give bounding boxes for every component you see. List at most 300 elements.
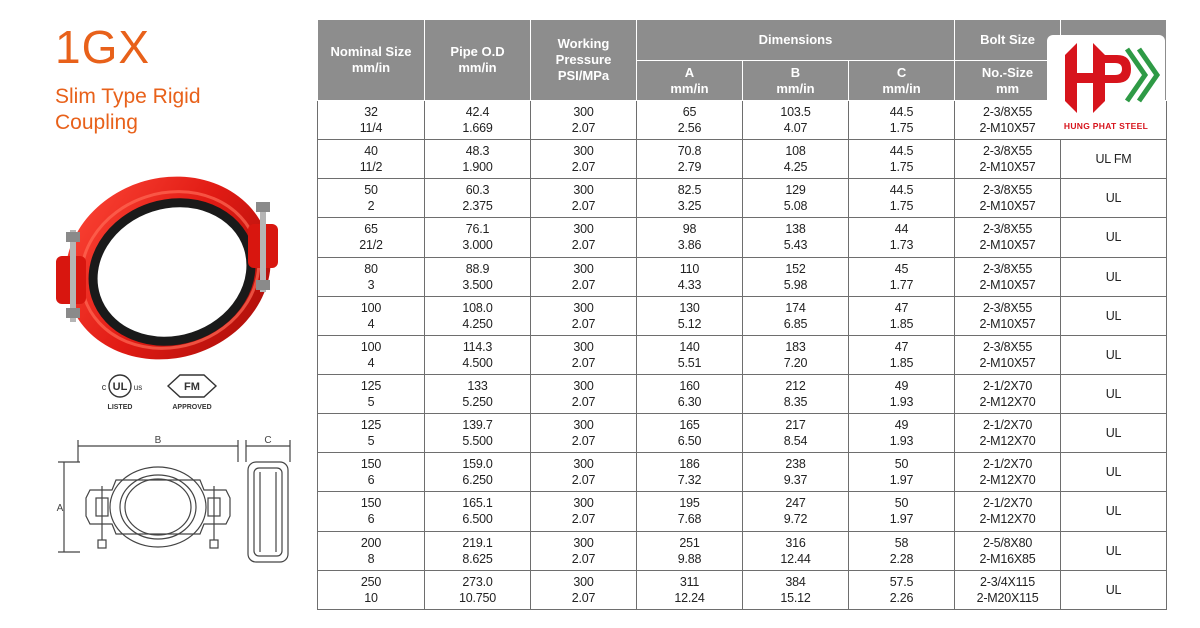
cell-bolt (955, 218, 1061, 257)
cell-size-primary: 150 (360, 496, 382, 511)
cell-dim-a (637, 257, 743, 296)
cell-certification: UL FM (1061, 140, 1167, 179)
cell-od-primary: 48.3 (465, 144, 490, 159)
cell-size (318, 492, 425, 531)
cell-size-secondary: 11/2 (359, 160, 383, 175)
cell-bolt-secondary: 2-M12X70 (979, 512, 1036, 527)
cell-bolt-primary: 2-1/2X70 (982, 496, 1033, 511)
cell-dim-b (743, 374, 849, 413)
cell-size-secondary: 3 (367, 277, 375, 292)
cell-pressure-secondary: 2.07 (571, 238, 596, 253)
cell-dim-b-primary: 316 (785, 535, 806, 550)
cell-dim-a-secondary: 12.24 (674, 590, 705, 605)
cell-certification: UL (1061, 218, 1167, 257)
cell-pressure-secondary: 2.07 (571, 473, 596, 488)
drawing-label-a: A (56, 503, 64, 514)
cell-size-primary: 32 (364, 105, 378, 120)
cell-size-secondary: 2 (367, 199, 375, 214)
cell-od-secondary: 4.250 (462, 316, 493, 331)
cell-od-primary: 159.0 (462, 457, 493, 472)
cell-dim-a-primary: 195 (679, 496, 700, 511)
header-bolt-size: Bolt Size (955, 20, 1061, 61)
header-dimensions: Dimensions (637, 20, 955, 61)
cell-size-primary: 50 (364, 183, 378, 198)
cell-size-primary: 80 (364, 261, 378, 276)
cell-dim-a-secondary: 2.56 (677, 121, 702, 136)
cell-dim-c-secondary: 1.77 (889, 277, 914, 292)
cell-size-primary: 125 (360, 418, 382, 433)
cell-dim-a-primary: 98 (682, 222, 697, 237)
cell-dim-a (637, 101, 743, 140)
cell-dim-b-secondary: 5.43 (783, 238, 808, 253)
cell-dim-a-secondary: 4.33 (677, 277, 702, 292)
cell-dim-a (637, 335, 743, 374)
cell-od-primary: 133 (467, 379, 488, 394)
cell-size-secondary: 4 (367, 316, 375, 331)
table-row (318, 218, 1167, 257)
cell-bolt-primary: 2-3/8X55 (982, 339, 1033, 354)
cell-dim-b (743, 296, 849, 335)
cell-bolt-primary: 2-1/2X70 (982, 418, 1033, 433)
cell-od-primary: 165.1 (462, 496, 493, 511)
cell-dim-c (849, 453, 955, 492)
cell-od (425, 218, 531, 257)
cell-pressure-primary: 300 (573, 105, 594, 120)
cell-size (318, 374, 425, 413)
table-row (318, 179, 1167, 218)
cell-dim-c (849, 101, 955, 140)
cell-od (425, 570, 531, 609)
cell-od (425, 414, 531, 453)
cell-od-secondary: 6.500 (462, 512, 493, 527)
cell-pressure-primary: 300 (573, 183, 594, 198)
cell-certification: UL (1061, 296, 1167, 335)
cell-dim-c-primary: 47 (894, 339, 909, 354)
cell-pressure (531, 101, 637, 140)
table-row (318, 257, 1167, 296)
cell-pressure (531, 570, 637, 609)
cell-od-primary: 139.7 (462, 418, 493, 433)
cell-dim-a-primary: 251 (679, 535, 700, 550)
cell-dim-b (743, 414, 849, 453)
cell-dim-a (637, 296, 743, 335)
cell-dim-c-primary: 49 (894, 379, 909, 394)
cell-dim-b (743, 492, 849, 531)
cell-size (318, 257, 425, 296)
header-dim-c-unit: mm/in (882, 80, 921, 96)
cell-certification: UL (1061, 414, 1167, 453)
cell-pressure-primary: 300 (573, 261, 594, 276)
cell-dim-a-primary: 65 (682, 105, 697, 120)
cell-dim-b-primary: 384 (785, 574, 806, 589)
cell-bolt (955, 492, 1061, 531)
cell-pressure-secondary: 2.07 (571, 316, 596, 331)
cell-od (425, 531, 531, 570)
cell-size (318, 179, 425, 218)
cell-dim-a (637, 531, 743, 570)
cell-pressure (531, 453, 637, 492)
cell-dim-b (743, 570, 849, 609)
cell-size (318, 531, 425, 570)
cell-certification: UL (1061, 531, 1167, 570)
cell-dim-b-secondary: 7.20 (783, 355, 808, 370)
cell-pressure (531, 296, 637, 335)
header-nominal-size (318, 20, 425, 101)
cell-dim-b-secondary: 12.44 (780, 551, 811, 566)
cell-dim-c (849, 335, 955, 374)
cell-size-secondary: 11/4 (359, 121, 383, 136)
cell-dim-a-primary: 160 (679, 379, 700, 394)
cell-dim-a (637, 218, 743, 257)
dimension-drawing (50, 432, 300, 582)
cell-size (318, 570, 425, 609)
cell-pressure-secondary: 2.07 (571, 590, 596, 605)
cell-size-secondary: 5 (367, 395, 375, 410)
header-working-pressure-label: Working Pressure (555, 36, 612, 67)
cell-bolt-secondary: 2-M10X57 (979, 277, 1036, 292)
cell-od-secondary: 1.900 (462, 160, 493, 175)
cell-pressure (531, 257, 637, 296)
cell-pressure-primary: 300 (573, 496, 594, 511)
cell-dim-b-primary: 103.5 (780, 105, 811, 120)
cell-dim-a-primary: 70.8 (677, 144, 702, 159)
cell-dim-b-secondary: 9.72 (783, 512, 808, 527)
cell-dim-a (637, 570, 743, 609)
cell-od-secondary: 8.625 (462, 551, 493, 566)
header-working-pressure-unit: PSI/MPa (557, 68, 610, 83)
cell-bolt (955, 374, 1061, 413)
cell-bolt-primary: 2-3/8X55 (982, 183, 1033, 198)
brand-logo (1047, 35, 1165, 139)
cell-size-primary: 65 (364, 222, 378, 237)
cell-size (318, 218, 425, 257)
brand-name: HUNG PHAT STEEL (1063, 121, 1149, 131)
header-dim-b-label: B (790, 64, 801, 80)
cell-size-secondary: 10 (364, 590, 378, 605)
cell-dim-b-primary: 152 (785, 261, 806, 276)
table-row (318, 374, 1167, 413)
cell-dim-c-secondary: 1.75 (889, 160, 914, 175)
cell-od-primary: 273.0 (462, 574, 493, 589)
cell-od (425, 374, 531, 413)
cell-dim-c (849, 257, 955, 296)
header-working-pressure (531, 20, 637, 101)
table-row (318, 531, 1167, 570)
cell-dim-b (743, 257, 849, 296)
header-dim-c (849, 61, 955, 101)
cell-bolt-secondary: 2-M10X57 (979, 355, 1036, 370)
cell-pressure-primary: 300 (573, 222, 594, 237)
cell-dim-b-secondary: 15.12 (780, 590, 811, 605)
cell-bolt-secondary: 2-M16X85 (979, 551, 1036, 566)
cell-dim-c-secondary: 1.97 (889, 473, 914, 488)
cell-bolt-secondary: 2-M10X57 (979, 121, 1036, 136)
cell-dim-b (743, 218, 849, 257)
product-panel (0, 0, 310, 628)
cell-dim-c-secondary: 1.97 (889, 512, 914, 527)
table-row (318, 453, 1167, 492)
cell-certification: UL (1061, 492, 1167, 531)
cell-dim-b-primary: 108 (785, 144, 806, 159)
cell-od (425, 296, 531, 335)
cell-dim-c-primary: 50 (894, 457, 909, 472)
spec-table (317, 19, 1167, 610)
cell-dim-b-primary: 138 (785, 222, 806, 237)
cell-dim-c-secondary: 1.75 (889, 199, 914, 214)
cell-od-primary: 88.9 (465, 261, 490, 276)
cell-bolt-primary: 2-3/8X55 (982, 300, 1033, 315)
cell-pressure-secondary: 2.07 (571, 121, 596, 136)
cell-dim-c-primary: 45 (894, 261, 909, 276)
cell-od-primary: 76.1 (465, 222, 490, 237)
cell-dim-c-primary: 58 (894, 535, 909, 550)
header-pipe-od-unit: mm/in (458, 60, 497, 75)
cell-bolt (955, 414, 1061, 453)
cell-dim-b (743, 453, 849, 492)
cell-od (425, 179, 531, 218)
cell-od (425, 101, 531, 140)
cell-dim-c (849, 296, 955, 335)
cell-pressure-primary: 300 (573, 457, 594, 472)
cell-pressure-secondary: 2.07 (571, 355, 596, 370)
cell-bolt (955, 296, 1061, 335)
cell-size (318, 101, 425, 140)
cell-dim-a (637, 140, 743, 179)
cell-dim-c-secondary: 1.93 (889, 434, 914, 449)
cell-dim-a-primary: 186 (679, 457, 700, 472)
cell-certification: UL (1061, 179, 1167, 218)
ul-listed-text: LISTED (107, 404, 133, 411)
cell-od-primary: 42.4 (465, 105, 490, 120)
ul-c-text: c (101, 382, 107, 392)
product-subtitle: Slim Type Rigid Coupling (55, 85, 201, 134)
cell-dim-b-secondary: 8.35 (783, 395, 808, 410)
cell-certification: UL (1061, 453, 1167, 492)
cell-pressure-secondary: 2.07 (571, 551, 596, 566)
cell-certification: UL (1061, 257, 1167, 296)
cell-bolt (955, 531, 1061, 570)
table-row (318, 570, 1167, 609)
cell-dim-a-secondary: 6.30 (677, 395, 702, 410)
cell-dim-c (849, 179, 955, 218)
cell-pressure-secondary: 2.07 (571, 434, 596, 449)
cell-size (318, 414, 425, 453)
cell-dim-c (849, 531, 955, 570)
header-dim-b-unit: mm/in (776, 80, 815, 96)
ul-us-text: us (133, 383, 143, 392)
table-row (318, 140, 1167, 179)
fm-mark-text: FM (184, 381, 200, 393)
cell-dim-c-primary: 44 (894, 222, 909, 237)
cell-pressure-secondary: 2.07 (571, 277, 596, 292)
cell-dim-c-primary: 44.5 (889, 105, 914, 120)
cell-pressure (531, 374, 637, 413)
cell-size (318, 335, 425, 374)
cell-pressure (531, 531, 637, 570)
cell-pressure-primary: 300 (573, 339, 594, 354)
header-dim-c-label: C (896, 64, 907, 80)
cell-dim-b-primary: 212 (785, 379, 806, 394)
table-row (318, 492, 1167, 531)
cell-size (318, 140, 425, 179)
cell-dim-a (637, 492, 743, 531)
cell-pressure-primary: 300 (573, 379, 594, 394)
cell-od (425, 335, 531, 374)
cell-od-secondary: 4.500 (462, 355, 493, 370)
product-model: 1GX (55, 21, 151, 73)
cell-dim-c-secondary: 1.85 (889, 316, 914, 331)
header-bolt-unit: mm (995, 80, 1020, 96)
cell-bolt-secondary: 2-M10X57 (979, 316, 1036, 331)
cell-od-primary: 219.1 (462, 535, 493, 550)
header-bolt-nosize (955, 61, 1061, 101)
cell-dim-a (637, 179, 743, 218)
cell-od-primary: 108.0 (462, 300, 493, 315)
cell-bolt-secondary: 2-M10X57 (979, 160, 1036, 175)
cell-od-primary: 114.3 (462, 339, 493, 354)
cell-od-secondary: 5.250 (462, 395, 493, 410)
cell-pressure (531, 335, 637, 374)
cell-dim-b (743, 179, 849, 218)
cell-bolt-secondary: 2-M10X57 (979, 238, 1036, 253)
cell-dim-a-secondary: 5.12 (677, 316, 702, 331)
cell-dim-c-primary: 49 (894, 418, 909, 433)
cell-size-secondary: 21/2 (359, 238, 383, 253)
cell-size-primary: 125 (360, 379, 382, 394)
cell-od-secondary: 3.500 (462, 277, 493, 292)
cell-dim-c-secondary: 1.75 (889, 121, 914, 136)
drawing-label-b: B (154, 435, 162, 446)
cell-bolt-primary: 2-1/2X70 (982, 379, 1033, 394)
cell-pressure-primary: 300 (573, 418, 594, 433)
cell-pressure-primary: 300 (573, 535, 594, 550)
cell-dim-a-secondary: 7.32 (677, 473, 702, 488)
header-dim-a-unit: mm/in (670, 80, 709, 96)
cell-dim-b-secondary: 9.37 (783, 473, 808, 488)
fm-approved-text: APPROVED (172, 404, 212, 411)
cell-size-secondary: 8 (367, 551, 375, 566)
header-pipe-od-label: Pipe O.D (450, 44, 505, 59)
cell-pressure-primary: 300 (573, 574, 594, 589)
cell-bolt-primary: 2-5/8X80 (982, 535, 1033, 550)
cell-pressure-primary: 300 (573, 300, 594, 315)
header-dim-b (743, 61, 849, 101)
cell-dim-c (849, 570, 955, 609)
drawing-label-c: C (264, 435, 272, 446)
cell-bolt (955, 257, 1061, 296)
cell-dim-a-secondary: 3.86 (677, 238, 702, 253)
cell-bolt-secondary: 2-M12X70 (979, 395, 1036, 410)
cell-dim-b (743, 531, 849, 570)
table-row (318, 296, 1167, 335)
cell-dim-b-primary: 247 (785, 496, 806, 511)
cell-dim-a-secondary: 6.50 (677, 434, 702, 449)
cell-od-primary: 60.3 (465, 183, 490, 198)
cell-dim-c-primary: 47 (894, 300, 909, 315)
cell-bolt-primary: 2-1/2X70 (982, 457, 1033, 472)
cell-dim-a-primary: 311 (679, 574, 700, 589)
spec-table-body (318, 101, 1167, 610)
cell-dim-a-secondary: 5.51 (677, 355, 702, 370)
header-dim-a (637, 61, 743, 101)
cell-dim-a-primary: 110 (679, 261, 700, 276)
cell-dim-b (743, 140, 849, 179)
cell-bolt-primary: 2-3/8X55 (982, 261, 1033, 276)
cell-dim-c-secondary: 1.93 (889, 395, 914, 410)
cell-od-secondary: 10.750 (458, 590, 497, 605)
cell-pressure (531, 218, 637, 257)
cell-pressure-secondary: 2.07 (571, 395, 596, 410)
cell-size-primary: 150 (360, 457, 382, 472)
cell-dim-c-primary: 50 (894, 496, 909, 511)
cell-bolt (955, 570, 1061, 609)
cell-od (425, 257, 531, 296)
cell-dim-a (637, 414, 743, 453)
cell-dim-a-secondary: 3.25 (677, 199, 702, 214)
cell-dim-a-secondary: 2.79 (677, 160, 702, 175)
cell-od-secondary: 5.500 (462, 434, 493, 449)
cell-dim-a-primary: 130 (679, 300, 700, 315)
cell-od-secondary: 2.375 (462, 199, 493, 214)
header-nominal-size-label: Nominal Size (330, 44, 412, 59)
cell-dim-c-primary: 57.5 (889, 574, 914, 589)
header-nominal-size-unit: mm/in (351, 60, 391, 75)
cell-pressure-primary: 300 (573, 144, 594, 159)
cell-bolt (955, 453, 1061, 492)
cell-size-secondary: 6 (367, 512, 375, 527)
cell-dim-c-secondary: 2.28 (889, 551, 914, 566)
cell-dim-c-primary: 44.5 (889, 144, 914, 159)
cell-dim-b-primary: 238 (785, 457, 806, 472)
cell-pressure (531, 140, 637, 179)
header-bolt-nosize-label: No.-Size (981, 64, 1034, 80)
cell-size-secondary: 4 (367, 355, 375, 370)
cell-dim-b (743, 101, 849, 140)
cell-size-primary: 250 (360, 574, 382, 589)
cell-dim-b (743, 335, 849, 374)
certification-marks (98, 370, 228, 416)
cell-pressure-secondary: 2.07 (571, 199, 596, 214)
cell-od (425, 492, 531, 531)
cell-certification: UL (1061, 570, 1167, 609)
cell-dim-a-secondary: 9.88 (677, 551, 702, 566)
cell-pressure-secondary: 2.07 (571, 512, 596, 527)
cell-dim-c-secondary: 1.85 (889, 355, 914, 370)
cell-bolt-secondary: 2-M12X70 (979, 434, 1036, 449)
cell-bolt (955, 101, 1061, 140)
cell-bolt (955, 335, 1061, 374)
cell-dim-b-secondary: 6.85 (783, 316, 808, 331)
cell-dim-b-secondary: 8.54 (783, 434, 808, 449)
cell-pressure (531, 414, 637, 453)
table-row (318, 414, 1167, 453)
cell-dim-b-secondary: 5.98 (783, 277, 808, 292)
cell-dim-c (849, 492, 955, 531)
table-row (318, 335, 1167, 374)
cell-size-primary: 100 (360, 300, 382, 315)
cell-bolt-secondary: 2-M12X70 (979, 473, 1036, 488)
coupling-photo (50, 168, 290, 368)
header-pipe-od (425, 20, 531, 101)
header-dim-a-label: A (684, 64, 695, 80)
cell-dim-a-primary: 82.5 (677, 183, 702, 198)
ul-mark-text: UL (112, 381, 128, 393)
cell-od (425, 453, 531, 492)
cell-od (425, 140, 531, 179)
cell-bolt (955, 179, 1061, 218)
cell-dim-c-secondary: 1.73 (889, 238, 914, 253)
cell-size-primary: 200 (360, 535, 382, 550)
